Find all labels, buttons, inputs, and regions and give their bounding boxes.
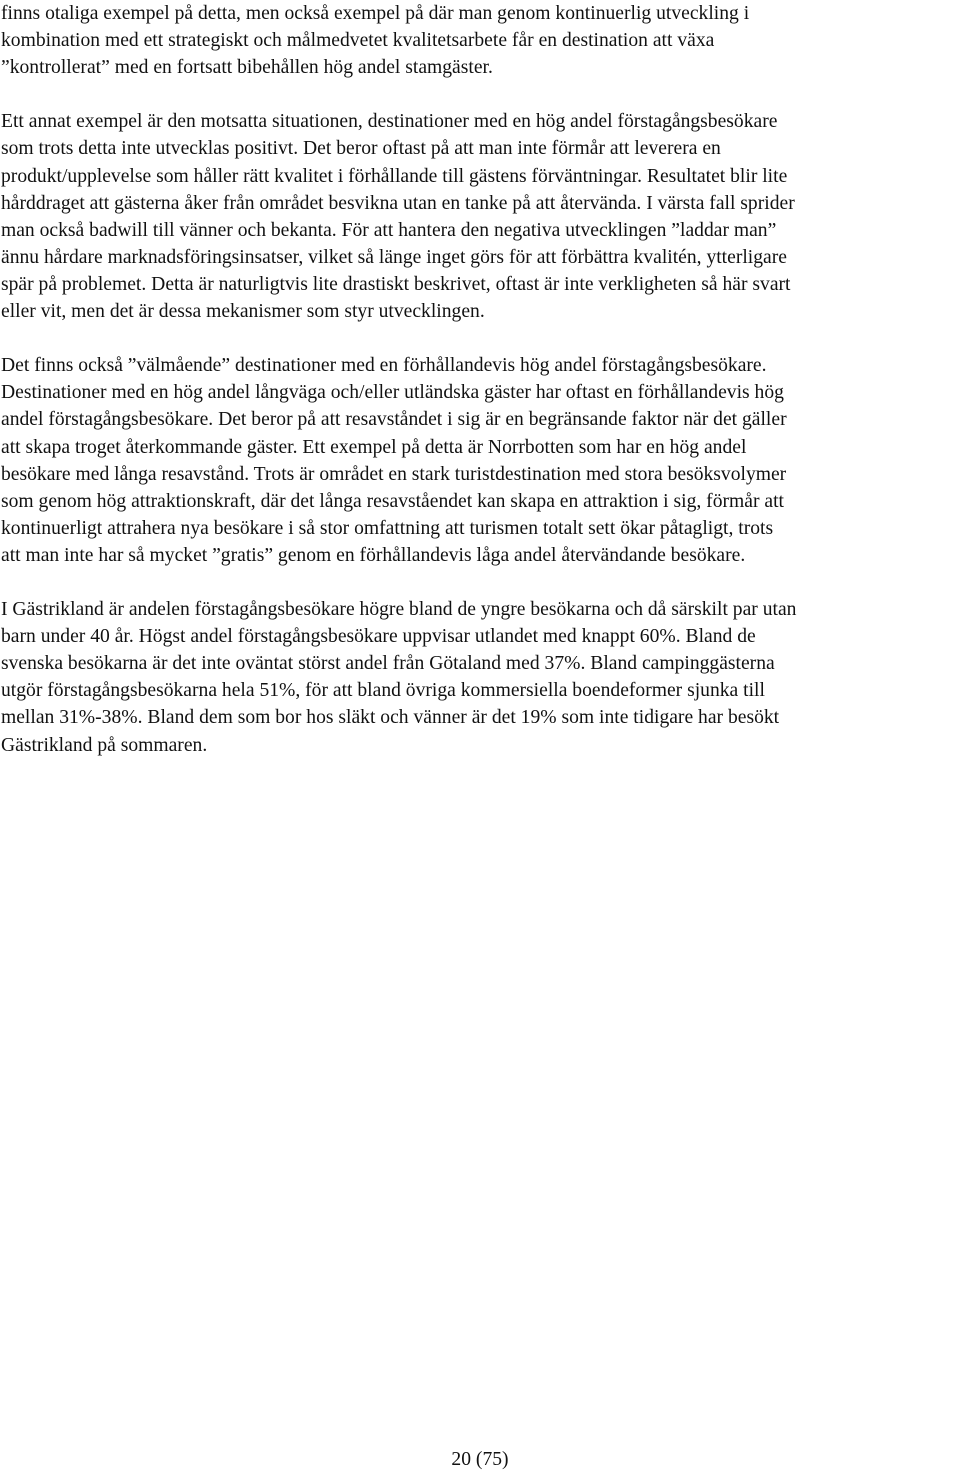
text-line: ”kontrollerat” med en fortsatt bibehållen hög andel stamgäster. — [1, 57, 493, 79]
paragraph — [1, 596, 960, 759]
text-line: som genom hög attraktionskraft, där det långa resavståendet kan skapa en attraktion i sig, förmår att — [1, 490, 784, 512]
document-body — [1, 0, 960, 759]
text-line: besökare med långa resavstånd. Trots är området en stark turistdestination med stora besöksvolymer — [1, 463, 787, 485]
text-line: kombination med ett strategiskt och målmedvetet kvalitetsarbete får en destination att växa — [1, 30, 715, 52]
text-line: produkt/upplevelse som håller rätt kvalitet i förhållande till gästens förväntningar. Resultatet blir lite — [1, 165, 788, 187]
page-number: 20 (75) — [451, 1449, 509, 1470]
text-line: ännu hårdare marknadsföringsinsatser, vilket så länge inget görs för att förbättra kvalitén, ytterligare — [1, 246, 787, 268]
text-line: mellan 31%-38%. Bland dem som bor hos släkt och vänner är det 19% som inte tidigare har besökt — [1, 707, 780, 729]
text-line: att skapa troget återkommande gäster. Ett exempel på detta är Norrbotten som har en hög andel — [1, 436, 747, 458]
text-line: kontinuerligt attrahera nya besökare i så stor omfattning att turismen totalt sett ökar påtagligt, trots — [1, 517, 774, 539]
text-line: barn under 40 år. Högst andel förstagångsbesökare uppvisar utlandet med knappt 60%. Bland de — [1, 626, 756, 648]
text-line: Destinationer med en hög andel långväga och/eller utländska gäster har oftast en förhållandevis hög — [1, 382, 784, 404]
text-line: spär på problemet. Detta är naturligtvis lite drastiskt beskrivet, oftast är inte verkligheten så här svart — [1, 273, 791, 295]
text-line: I Gästrikland är andelen förstagångsbesökare högre bland de yngre besökarna och då särskilt par utan — [1, 599, 797, 621]
text-line: utgör förstagångsbesökarna hela 51%, för att bland övriga kommersiella boendeformer sjunka till — [1, 680, 765, 702]
text-line: finns otaliga exempel på detta, men också exempel på där man genom kontinuerlig utveckling i — [1, 3, 750, 24]
text-line: andel förstagångsbesökare. Det beror på att resavståndet i sig är en begränsande faktor när det gäller — [1, 409, 787, 431]
text-line: som trots detta inte utvecklas positivt. Det beror oftast på att man inte förmår att leverera en — [1, 138, 721, 160]
text-line: att man inte har så mycket ”gratis” genom en förhållandevis låga andel återvändande besökare. — [1, 544, 746, 566]
text-line: Ett annat exempel är den motsatta situationen, destinationer med en hög andel förstagångsbesökare — [1, 111, 778, 133]
paragraph — [1, 0, 960, 81]
paragraph — [1, 108, 960, 325]
text-line: svenska besökarna är det inte oväntat störst andel från Götaland med 37%. Bland campinggästerna — [1, 653, 775, 675]
text-line: Det finns också ”välmående” destinationer med en förhållandevis hög andel förstagångsbesökare. — [1, 355, 767, 377]
paragraph — [1, 352, 960, 569]
text-line: Gästrikland på sommaren. — [1, 734, 208, 756]
text-line: man också badwill till vänner och bekanta. För att hantera den negativa utvecklingen ”laddar man” — [1, 219, 777, 241]
text-line: hårddraget att gästerna åker från området besvikna utan en tanke på att återvända. I värsta fall sprider — [1, 192, 795, 214]
text-line: eller vit, men det är dessa mekanismer som styr utvecklingen. — [1, 301, 485, 323]
